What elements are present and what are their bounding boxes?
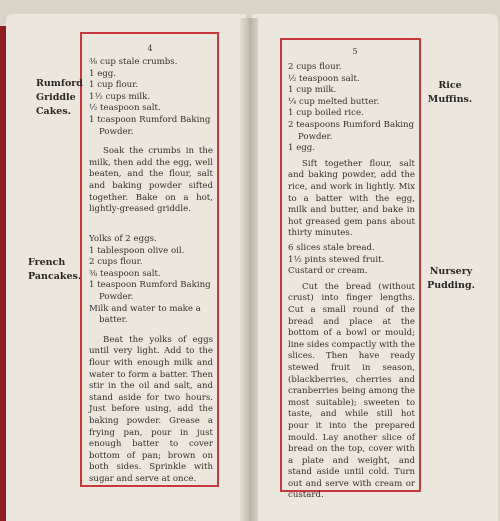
- ingredient: 1 cup boiled rice.: [288, 108, 364, 119]
- recipe-method: Sift together flour, salt and baking powder, add the rice, and work in lightly. Mix to a batter with the egg, milk and butter, and bake in hot greased gem pans about thirty minutes.: [288, 158, 415, 239]
- ingredient: 1 teaspoon Rumford Baking Powder.: [89, 280, 211, 302]
- recipe-rice-muffins: [288, 62, 415, 240]
- recipe-method: Cut the bread (without crust) into finger lengths. Cut a small round of the bread and place at the bottom of a bowl or mould; line sides compactly with the slices. Then have ready stewed fruit in season, (blackberries, cherries and cranberries being among the most suitable); sweeten to taste, and while still hot pour it into the prepared mould. Lay another slice of bread on the top, cover with a plate and weight, and stand aside until cold. Turn out and serve with cream or custard.: [288, 281, 415, 501]
- recipe-title-griddle-cakes: Rumford Griddle Cakes.: [36, 78, 83, 117]
- ingredient: ¼ cup melted butter.: [288, 96, 380, 107]
- ingredient: 1½ cups milk.: [89, 91, 151, 102]
- recipe-title-nursery-pudding: Nursery Pudding.: [427, 266, 475, 291]
- ingredient: ⅜ teaspoon salt.: [89, 268, 161, 279]
- ingredient: ½ teaspoon salt.: [288, 73, 360, 84]
- recipe-nursery-pudding: [288, 243, 415, 502]
- recipe-method: Beat the yolks of eggs until very light. Add to the flour with enough milk and water to form a batter. Then stir in the oil and salt, and stand aside for two hours. Just before using, add the baking powder. Grease a frying pan, pour in just enough batter to cover bottom of pan; brown on both sides. Sprinkle with sugar and serve at once.: [89, 334, 213, 484]
- ingredient: 1 egg.: [89, 68, 117, 79]
- recipe-title-rice-muffins: Rice Muffins.: [427, 80, 473, 105]
- recipe-title-french-pancakes: French Pancakes.: [28, 257, 82, 282]
- ingredient: ⅜ cup stale crumbs.: [89, 57, 178, 67]
- ingredient: 1 egg.: [288, 143, 316, 154]
- ingredient: 1 cup milk.: [288, 85, 337, 96]
- ingredient: 2 cups flour.: [288, 62, 342, 72]
- ingredient: 1½ pints stewed fruit.: [288, 254, 385, 265]
- ingredient: Custard or cream.: [288, 266, 368, 277]
- ingredient: Yolks of 2 eggs.: [89, 234, 157, 244]
- ingredient: 2 teaspoons Rumford Baking Powder.: [288, 119, 415, 142]
- ingredient: Milk and water to make a batter.: [89, 303, 201, 326]
- recipe-griddle-cakes: [89, 57, 213, 216]
- ingredient: 1 tablespoon olive oil.: [89, 245, 185, 256]
- right-page-number: 5: [352, 47, 358, 56]
- ingredient: 2 cups flour.: [89, 257, 143, 268]
- left-page-number: 4: [147, 44, 153, 53]
- recipe-french-pancakes: [89, 234, 213, 485]
- recipe-method: Soak the crumbs in the milk, then add the egg, well beaten, and the flour, salt and baking powder sifted together. Bake on a hot, lightly-greased griddle.: [89, 146, 213, 215]
- book-gutter: [240, 18, 258, 521]
- ingredient: 1 cup flour.: [89, 80, 139, 91]
- ingredient: 6 slices stale bread.: [288, 243, 375, 253]
- ingredient: ½ teaspoon salt.: [89, 103, 161, 114]
- ingredient: 1 tcaspoon Rumford Baking Powder.: [89, 114, 211, 137]
